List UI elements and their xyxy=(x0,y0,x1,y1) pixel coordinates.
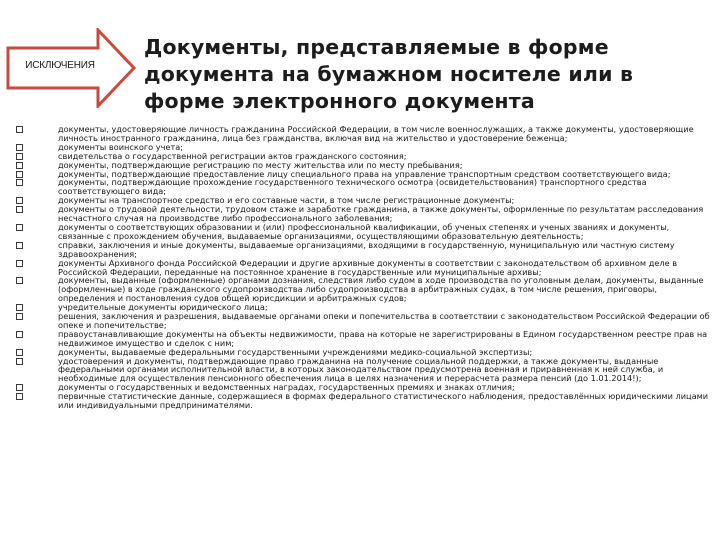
list-item-text: документы о трудовой деятельности, трудовом стаже и заработке гражданина, а также документы, оформленные по результатам расследования несчастного случая на производстве либо профессионального заболевания; xyxy=(58,204,704,224)
list-item xyxy=(6,205,712,223)
square-bullet-icon xyxy=(16,171,23,178)
square-bullet-icon xyxy=(16,224,23,231)
square-bullet-icon xyxy=(16,304,23,311)
list-item-text: документы о государственных и ведомственных наградах, государственных премиях и знаках отличия; xyxy=(58,382,515,393)
square-bullet-icon xyxy=(16,153,23,160)
square-bullet-icon xyxy=(16,197,23,204)
exceptions-label: ИСКЛЮЧЕНИЯ xyxy=(25,60,95,71)
square-bullet-icon xyxy=(16,331,23,338)
documents-list xyxy=(6,125,712,410)
list-item-text: решения, заключения и разрешения, выдаваемые органами опеки и попечительства в соответствии с законодательством Российской Федерации об опеке и попечительстве; xyxy=(58,311,710,330)
square-bullet-icon xyxy=(16,260,23,267)
list-item xyxy=(6,223,712,241)
list-item-text: свидетельства о государственной регистрации актов гражданского состояния; xyxy=(58,150,407,161)
square-bullet-icon xyxy=(16,393,23,400)
list-item xyxy=(6,125,712,143)
list-item-text: документы, подтверждающие прохождение государственного технического осмотра (освидетельствования) транспортного средства соответствующего вида; xyxy=(58,177,647,197)
list-item xyxy=(6,392,712,410)
exceptions-arrow xyxy=(6,28,138,108)
list-item-text: документы о соответствующих образовании и (или) профессиональной квалификации, об ученых степенях и ученых званиях и документы, связанные с прохождением обучения, выдаваемые организациями, осуществляющими образовательную деятельность; xyxy=(58,221,670,241)
square-bullet-icon xyxy=(16,277,23,284)
list-item-text: документы, выданные (оформленные) органами дознания, следствия либо судом в ходе производства по уголовным делам, документы, выданные (оформленные) в ходе гражданского судопроизводства либо судопроизводства в арбитражных судах, в том числе решения, приговоры, определения и постановления судов общей юрисдикции и арбитражных судов; xyxy=(58,275,704,304)
square-bullet-icon xyxy=(16,144,23,151)
square-bullet-icon xyxy=(16,162,23,169)
list-item-text: документы, выдаваемые федеральными государственными учреждениями медико-социальной экспертизы; xyxy=(58,346,533,357)
square-bullet-icon xyxy=(16,206,23,213)
square-bullet-icon xyxy=(16,384,23,391)
list-item xyxy=(6,312,712,330)
list-item-text: документы воинского учета; xyxy=(58,141,184,152)
list-item-text: правоустанавливающие документы на объекты недвижимости, права на которые не зарегистрированы в Едином государственном реестре прав на недвижимое имущество и сделок с ним; xyxy=(58,328,708,348)
list-item-text: учредительные документы юридического лица; xyxy=(58,302,268,313)
square-bullet-icon xyxy=(16,179,23,186)
list-item-text: первичные статистические данные, содержащиеся в формах федерального статистического наблюдения, предоставлённых юридическими лицами или индивидуальными предпринимателями. xyxy=(58,391,709,411)
list-item xyxy=(6,259,712,277)
list-item-text: документы, удостоверяющие личность гражданина Российской Федерации, в том числе военнослужащих, а также документы, удостоверяющие личность иностранного гражданина, лица без гражданства, включая вид на жительство и удостоверение беженца; xyxy=(58,124,694,143)
square-bullet-icon xyxy=(16,349,23,356)
list-item-text: справки, заключения и иные документы, выдаваемые организациями, входящими в государственную, муниципальную или частную систему здравоохранения; xyxy=(58,239,675,259)
list-item-text: удостоверения и документы, подтверждающие право гражданина на получение социальной поддержки, а также документы, выданные федеральными органами исполнительной власти, в которых законодательством предусмотрена военная и приравненная к ней служба, и необходимые для осуществления пенсионного обеспечения лица в целях назначения и перерасчета размера пенсий (до 1.01.2014!); xyxy=(58,355,664,384)
square-bullet-icon xyxy=(16,126,23,133)
list-item-text: документы, подтверждающие регистрацию по месту жительства или по месту пребывания; xyxy=(58,159,463,170)
square-bullet-icon xyxy=(16,242,23,249)
list-item-text: документы Архивного фонда Российской Федерации и другие архивные документы в соответствии с законодательством об архивном деле в Российской Федерации, переданные на постоянное хранение в государственные или муниципальные архивы; xyxy=(58,257,678,277)
list-item xyxy=(6,276,712,303)
square-bullet-icon xyxy=(16,313,23,320)
list-item xyxy=(6,241,712,259)
list-item-text: документы на транспортное средство и его составные части, в том числе регистрационные документы; xyxy=(58,195,515,206)
list-item xyxy=(6,178,712,196)
list-item xyxy=(6,330,712,348)
page-title: Документы, представляемые в форме документа на бумажном носителе или в форме электронного документа xyxy=(144,35,634,113)
list-item xyxy=(6,357,712,384)
list-item-text: документы, подтверждающие предоставление лицу специального права на управление транспортным средством соответствующего вида; xyxy=(58,168,671,179)
square-bullet-icon xyxy=(16,358,23,365)
